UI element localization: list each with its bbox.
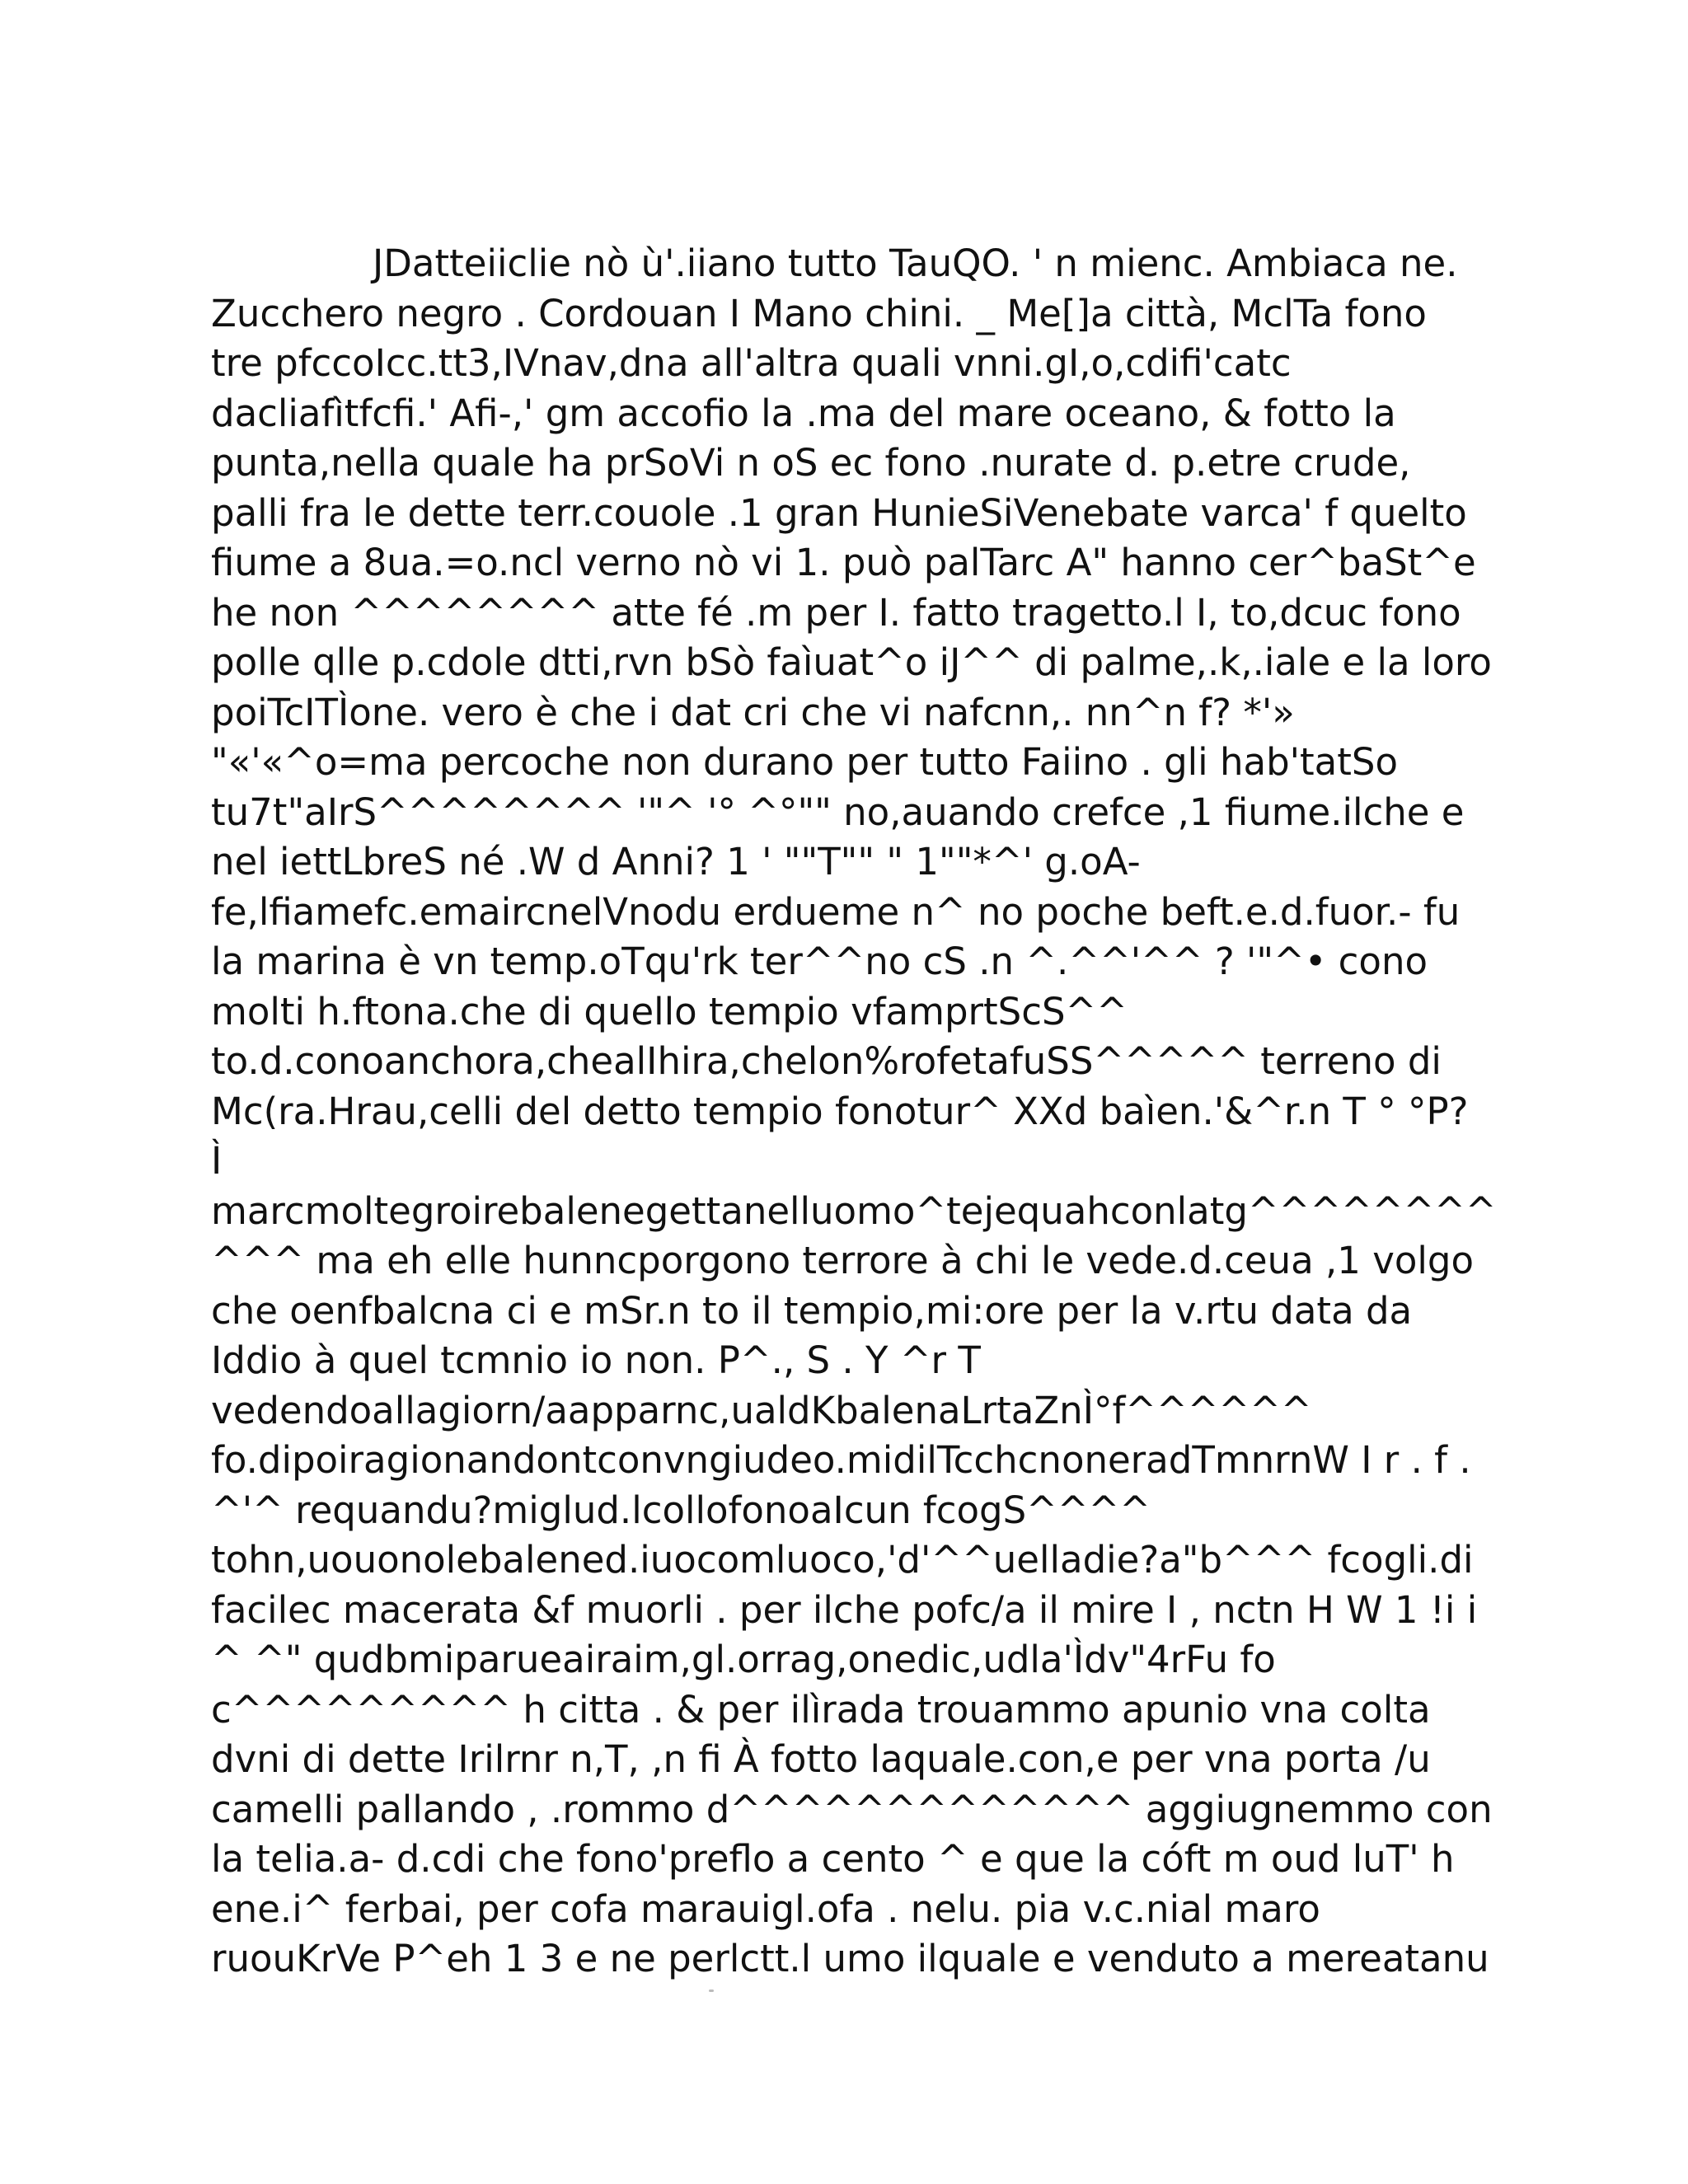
text-line: poiTcITÌone. vero è che i dat cri che vi nafcnn,. nn^n f? *'» [211, 690, 1295, 734]
text-line: dacliafìtfcfi.' Afi-,' gm accofio la .ma del mare oceano, & fotto la [211, 391, 1396, 435]
text-line: ruouKrVe P^eh 1 3 e ne perlctt.l umo ilquale e venduto a mereatanu [211, 1937, 1489, 1980]
text-line: he non ^^^^^^^^ atte fé .m per I. fatto tragetto.l I, to,dcuc fono [211, 590, 1461, 635]
text-line: ^'^ requandu?miglud.lcollofonoaIcun fcogS^^^^ [211, 1488, 1151, 1532]
text-line: che oenfbalcna ci e mSr.n to il tempio,mi:ore per la v.rtu data da [211, 1288, 1413, 1333]
text-line: Ì [211, 1139, 223, 1183]
text-line: c^^^^^^^^^ h citta . & per ilìrada trouammo apunio vna colta [211, 1687, 1431, 1732]
text-line: la marina è vn temp.oTqu'rk ter^^no cS .n ^.^^'^^ ? '"^• cono [211, 940, 1428, 983]
text-line: la telia.a- d.cdi che fono'preflo a cento ^ e que la cóft m oud luT' h [211, 1837, 1455, 1881]
text-line: dvni di dette Irilrnr n,T, ,n fi À fotto laquale.con,e per vna porta /u [211, 1737, 1431, 1781]
text-line: molti h.ftona.che di quello tempio vfamprtScS^^ [211, 989, 1128, 1033]
text-line: ene.i^ ferbai, per cofa marauigl.ofa . nelu. pia v.c.nial maro [211, 1886, 1320, 1931]
text-line: fe,lfiamefc.emaircnelVnodu erdueme n^ no poche beft.e.d.fuor.- fu [211, 889, 1461, 934]
text-line: "«'«^o=ma percoche non durano per tutto Faiino . gli hab'tatSo [211, 740, 1398, 784]
text-line: vedendoallagiorn/aapparnc,ualdKbalenaLrtaZnÌ°f^^^^^^ [211, 1388, 1312, 1432]
text-line: tohn,uouonolebalened.iuocomluoco,'d'^^uelladie?a"b^^^ fcogli.di [211, 1538, 1474, 1582]
text-line: polle qlle p.cdole dtti,rvn bSò faìuat^o iJ^^ di palme,.k,.iale e la loro [211, 640, 1492, 684]
text-line: camelli pallando , .rommo d^^^^^^^^^^^^^ aggiugnemmo con [211, 1787, 1493, 1831]
text-line: fo.dipoiragionandontconvngiudeo.midilTcchcnoneradTmnrnW I r . f . [211, 1438, 1471, 1482]
text-line: fiume a 8ua.=o.ncl verno nò vi 1. può palTarc A" hanno cer^baSt^e [211, 541, 1476, 584]
text-line: punta,nella quale ha prSoVi n oS ec fono .nurate d. p.etre crude, [211, 441, 1411, 485]
text-line: tu7t"aIrS^^^^^^^^ '"^ '° ^°"" no,auando crefce ,1 fiume.ilche e [211, 790, 1465, 834]
text-line: Iddio à quel tcmnio io non. P^., S . Y ^r T [211, 1338, 981, 1382]
text-line: Mc(ra.Hrau,celli del detto tempio fonotur^ XXd baìen.'&^r.n T ° °P? [211, 1089, 1469, 1133]
text-line: ^^^ ma eh elle hunncporgono terrore à chi le vede.d.ceua ,1 volgo [211, 1239, 1474, 1282]
text-line: Zucchero negro . Cordouan I Mano chini. _ Me[]a città, MclTa fono [211, 291, 1427, 335]
speck-mark [709, 1990, 714, 1992]
text-line: facilec macerata &f muorli . per ilche pofc/a il mire I , nctn H W 1 !i i [211, 1587, 1478, 1632]
text-line: marcmoltegroirebalenegettanelluomo^tejequahconlatg^^^^^^^^ [211, 1188, 1497, 1233]
text-line: palli fra le dette terr.couole .1 gran HunieSiVenebate varca' f quelto [211, 490, 1467, 535]
text-line: ^ ^" qudbmiparueairaim,gl.orrag,onedic,udla'Ìdv"4rFu fo [211, 1638, 1276, 1681]
text-line: tre pfccoIcc.tt3,IVnav,dna all'altra quali vnni.gI,o,cdifi'catc [211, 341, 1292, 385]
text-line: JDatteiiclie nò ù'.iiano tutto TauQO. ' n mienc. Ambiaca ne. [373, 241, 1458, 285]
body-text [211, 239, 1497, 1985]
text-line: to.d.conoanchora,chealIhira,chelon%rofetafuSS^^^^^ terreno di [211, 1039, 1442, 1083]
text-line: nel iettLbreS né .W d Anni? 1 ' ""T"" " 1""*^' g.oA- [211, 840, 1141, 883]
